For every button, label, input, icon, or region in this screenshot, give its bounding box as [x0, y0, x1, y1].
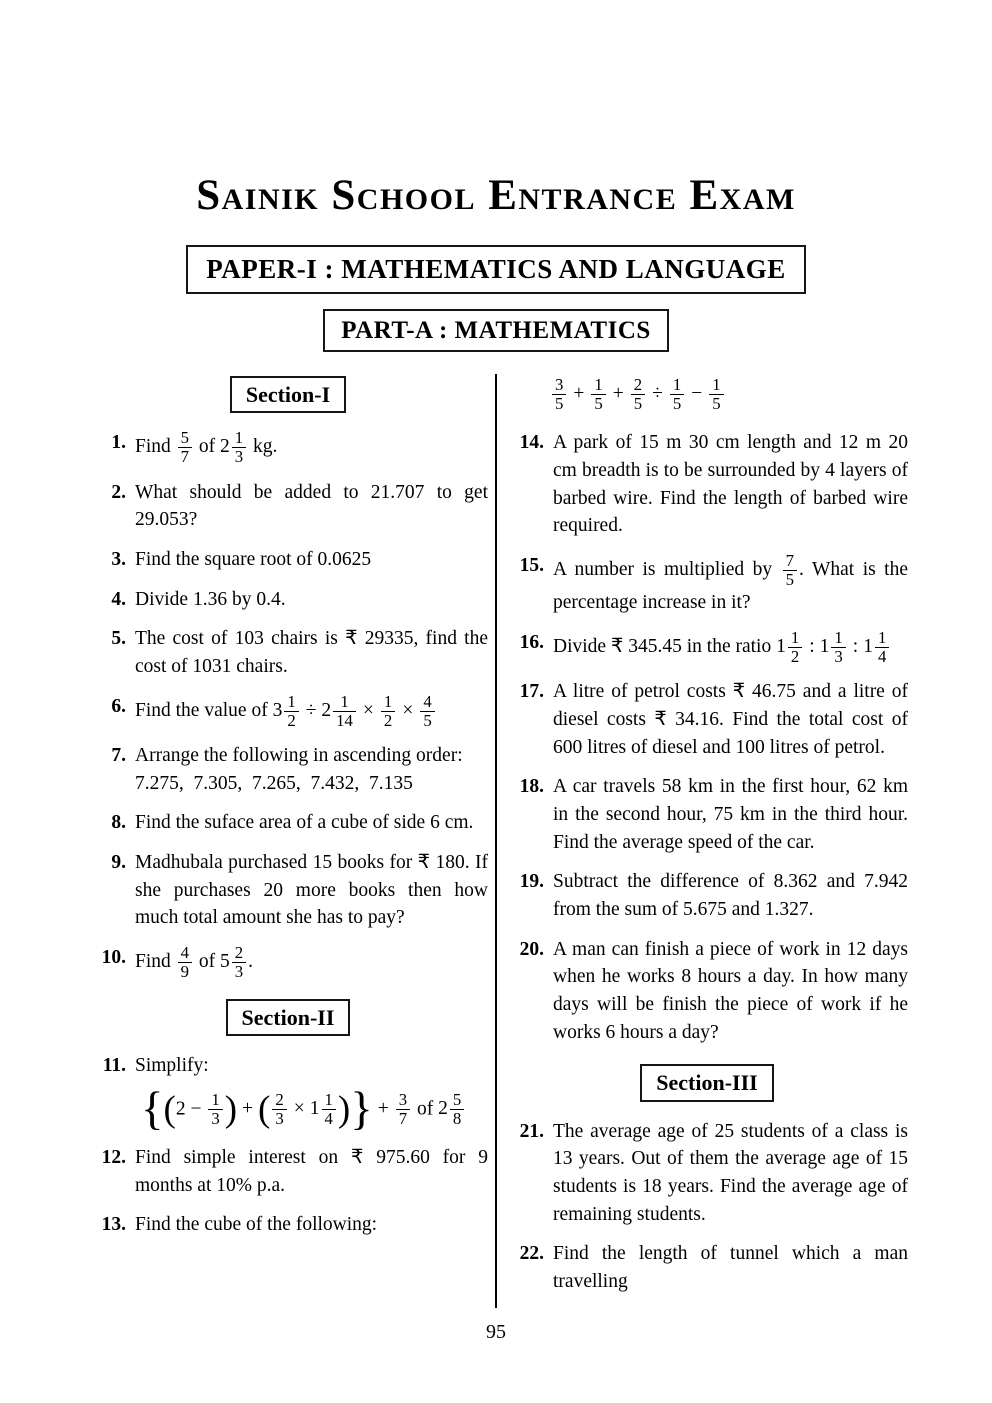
question-number: 6. [111, 695, 126, 717]
ratio-colon: : [852, 636, 859, 657]
open-paren: ( [258, 1089, 271, 1131]
question-number: 13. [101, 1214, 126, 1236]
question-item [88, 429, 488, 466]
question-text [135, 944, 488, 981]
question-item [88, 625, 488, 680]
left-column [88, 374, 488, 1308]
question-text: Find the cube of the following: [135, 1214, 378, 1236]
fraction-denominator: 3 [234, 962, 244, 982]
question-item [88, 546, 488, 574]
text-segment: Find [135, 436, 171, 458]
fraction-denominator: 4 [324, 1109, 333, 1129]
fraction [232, 944, 246, 981]
fraction [272, 1091, 286, 1128]
question-text: A park of 15 m 30 cm length and 12 m 20 cm breadth is to be surrounded by 4 layers of barbed wire. Find the length of barbed wire required. [553, 432, 908, 537]
question-text: The cost of 103 chairs is ₹ 29335, find the cost of 1031 chairs. [135, 628, 488, 677]
fraction-denominator: 2 [383, 710, 393, 730]
math-expression [550, 376, 908, 413]
question-item [88, 1052, 488, 1136]
fraction-numerator: 1 [208, 1091, 222, 1110]
question-number: 18. [519, 776, 544, 798]
fraction [420, 693, 434, 730]
fraction-numerator: 4 [420, 693, 434, 712]
fraction [670, 376, 684, 413]
fraction-denominator: 5 [672, 394, 682, 414]
text-segment: A number is multiplied by [553, 559, 773, 581]
question-text: A car travels 58 km in the first hour, 62 km in the second hour, 75 km in the third hour. Find the average speed of the car. [553, 776, 908, 853]
mixed-number [776, 627, 804, 667]
operator: × [293, 1098, 305, 1120]
question-item [88, 849, 488, 932]
question-text: Subtract the difference of 8.362 and 7.942 from the sum of 5.675 and 1.327. [553, 871, 908, 920]
fraction [333, 693, 356, 730]
fraction [322, 1091, 336, 1128]
fraction-numerator: 1 [381, 693, 395, 712]
whole-number: 2 [438, 1098, 448, 1120]
column-divider [495, 374, 497, 1308]
question-item [88, 693, 488, 730]
section-1-heading: Section-I [230, 376, 346, 413]
question-number: 12. [101, 1146, 126, 1168]
mixed-number [220, 428, 248, 467]
operator: + [242, 1098, 254, 1120]
text-segment: kg. [253, 436, 278, 458]
section-3-heading: Section-III [640, 1064, 773, 1101]
operator: + [573, 383, 585, 405]
question-text [135, 429, 488, 466]
operator: + [612, 383, 624, 405]
fraction-numerator: 1 [322, 1091, 336, 1110]
fraction [208, 1091, 222, 1128]
operator: − [691, 383, 703, 405]
fraction [552, 376, 566, 413]
fraction-denominator: 2 [790, 647, 800, 667]
whole-number: 2 [321, 699, 332, 721]
text-segment: Divide ₹ 345.45 in the ratio [553, 636, 772, 657]
whole-number: 1 [776, 636, 786, 657]
question-item [88, 1144, 488, 1199]
fraction-denominator: 5 [555, 394, 564, 414]
fraction [631, 376, 645, 413]
question-text: A litre of petrol costs ₹ 46.75 and a litre of diesel costs ₹ 34.16. Find the total cost of 600 litres of diesel and 100 litres of petrol. [553, 681, 908, 758]
text-segment: of [198, 951, 216, 973]
fraction-denominator: 8 [452, 1109, 462, 1129]
fraction [875, 629, 889, 666]
whole-number: 1 [309, 1098, 320, 1120]
question-number: 10. [101, 946, 126, 968]
whole-number: 1 [819, 636, 830, 657]
question-number: 22. [519, 1243, 544, 1265]
text-segment: Find [135, 951, 171, 973]
fraction-numerator: 7 [783, 552, 797, 571]
question-number: 21. [519, 1120, 544, 1142]
question-item [506, 868, 908, 923]
page-number: 95 [486, 1320, 506, 1343]
fraction-denominator: 3 [834, 647, 843, 667]
fraction-numerator: 4 [178, 944, 192, 963]
fraction-denominator: 5 [423, 710, 432, 730]
close-paren: ) [337, 1089, 351, 1131]
question-item [506, 1240, 908, 1295]
question-text: A man can finish a piece of work in 12 days when he works 8 hours a day. In how many days will be finish the piece of work if he works 6 hours a day? [553, 938, 908, 1043]
fraction-numerator: 3 [396, 1091, 410, 1110]
question-number: 5. [111, 628, 126, 650]
operator: × [362, 699, 374, 721]
ratio-colon: : [809, 636, 815, 657]
question-item [88, 586, 488, 614]
question-item [88, 742, 488, 797]
operator: + [377, 1098, 389, 1120]
fraction-numerator: 5 [450, 1091, 464, 1110]
number-list: 7.275, 7.305, 7.265, 7.432, 7.135 [135, 772, 413, 794]
math-expression [141, 1083, 488, 1136]
part-heading-row [0, 294, 992, 353]
text-segment: 2 − [175, 1098, 202, 1120]
fraction-numerator: 1 [670, 376, 684, 395]
question-text [553, 629, 908, 666]
text-segment: . [248, 951, 254, 973]
open-brace: { [141, 1083, 164, 1136]
fraction-denominator: 2 [287, 710, 296, 730]
fraction [396, 1091, 410, 1128]
question-item [506, 678, 908, 761]
question-item [88, 809, 488, 837]
question-item [506, 629, 908, 666]
question-text: Find simple interest on ₹ 975.60 for 9 months at 10% p.a. [135, 1146, 488, 1196]
whole-number: 1 [863, 636, 873, 657]
fraction-numerator: 1 [875, 629, 889, 648]
fraction [178, 944, 192, 981]
fraction-denominator: 4 [877, 647, 887, 667]
fraction-denominator: 5 [785, 570, 794, 590]
section-2-heading-row [88, 999, 488, 1036]
question-item [506, 773, 908, 856]
section-2-heading: Section-II [226, 999, 351, 1036]
fraction-numerator: 2 [272, 1091, 286, 1110]
paper-heading: PAPER-I : MATHEMATICS AND LANGUAGE [186, 245, 806, 293]
mixed-number [863, 627, 891, 667]
question-number: 15. [519, 555, 544, 577]
question-text: Madhubala purchased 15 books for ₹ 180. If she purchases 20 more books then how much total amount she has to pay? [135, 851, 488, 929]
question-text [553, 552, 908, 617]
fraction-numerator: 1 [284, 693, 298, 712]
fraction-numerator: 2 [232, 944, 246, 963]
mixed-number [819, 627, 848, 667]
fraction-numerator: 1 [591, 376, 605, 395]
whole-number: 5 [220, 951, 230, 973]
question-number: 17. [519, 681, 544, 703]
operator: × [402, 699, 414, 721]
fraction-numerator: 5 [178, 429, 192, 448]
question-text [135, 693, 488, 730]
question-number: 11. [102, 1055, 126, 1077]
question-number: 4. [111, 588, 126, 610]
question-text [135, 742, 488, 797]
fraction [831, 629, 845, 666]
fraction-numerator: 3 [552, 376, 566, 395]
question-item [506, 552, 908, 617]
right-column [506, 374, 908, 1308]
fraction-numerator: 1 [709, 376, 723, 395]
fraction-denominator: 3 [275, 1109, 284, 1129]
text-segment: Arrange the following in ascending order: [135, 744, 463, 766]
section-1-heading-row [88, 376, 488, 413]
fraction-denominator: 5 [594, 394, 603, 414]
question-text: The average age of 25 students of a class is 13 years. Out of them the average age of 15 students is 18 years. Find the average age of remaining students. [553, 1120, 908, 1225]
mixed-number [438, 1090, 466, 1129]
text-segment: of [198, 436, 216, 458]
fraction [450, 1091, 464, 1128]
fraction-numerator: 1 [788, 629, 802, 648]
question-item [506, 429, 908, 540]
section-3-heading-row [506, 1064, 908, 1101]
question-text [135, 1052, 488, 1136]
fraction-denominator: 5 [712, 394, 721, 414]
fraction-numerator: 1 [232, 429, 246, 448]
paper-heading-row [0, 219, 992, 293]
fraction-numerator: 1 [831, 629, 845, 648]
close-brace: } [350, 1083, 373, 1136]
two-column-layout [88, 374, 908, 1308]
fraction-denominator: 9 [180, 962, 190, 982]
fraction-denominator: 7 [180, 447, 190, 467]
text-segment: . What is the percentage increase in it? [553, 559, 908, 614]
question-item [506, 936, 908, 1047]
text-segment: Simplify: [135, 1055, 209, 1077]
question-number: 19. [519, 871, 544, 893]
question-number: 1. [111, 432, 126, 454]
fraction-denominator: 14 [336, 710, 353, 730]
text-segment: of [417, 1098, 434, 1120]
fraction [783, 552, 797, 589]
fraction [284, 693, 298, 730]
mixed-number [309, 1090, 338, 1129]
fraction [709, 376, 723, 413]
question-text: Divide 1.36 by 0.4. [135, 588, 286, 610]
open-paren: ( [163, 1089, 176, 1131]
whole-number: 2 [220, 436, 230, 458]
page-title: Sainik School Entrance Exam [196, 172, 796, 219]
fraction [591, 376, 605, 413]
question-text: Find the length of tunnel which a man travelling [553, 1243, 908, 1293]
question-item [88, 1211, 488, 1239]
whole-number: 3 [272, 699, 283, 721]
fraction-denominator: 5 [633, 394, 643, 414]
mixed-number [321, 691, 358, 730]
question-number: 7. [111, 744, 126, 766]
fraction-numerator: 2 [631, 376, 645, 395]
question-item [88, 944, 488, 981]
fraction [381, 693, 395, 730]
mixed-number [272, 691, 301, 730]
operator: ÷ [652, 383, 663, 405]
fraction [232, 429, 246, 466]
close-paren: ) [224, 1089, 238, 1131]
fraction-denominator: 3 [211, 1109, 220, 1129]
fraction-denominator: 3 [234, 447, 244, 467]
question-text: What should be added to 21.707 to get 29.053? [135, 481, 488, 531]
text-segment: Find the value of [135, 699, 268, 721]
fraction [178, 429, 192, 466]
question-item [506, 1118, 908, 1229]
question-text: Find the suface area of a cube of side 6 cm. [135, 812, 474, 834]
question-number: 2. [111, 481, 126, 503]
question-number: 20. [519, 938, 544, 960]
question-item [88, 479, 488, 534]
question-text: Find the square root of 0.0625 [135, 548, 372, 570]
operator: ÷ [305, 699, 317, 721]
question-number: 8. [111, 812, 126, 834]
mixed-number [220, 942, 248, 982]
fraction-numerator: 1 [333, 693, 356, 712]
question-number: 3. [111, 548, 126, 570]
question-number: 9. [111, 851, 126, 873]
fraction-denominator: 7 [398, 1109, 408, 1129]
fraction [788, 629, 802, 666]
question-number: 16. [519, 631, 544, 653]
question-number: 14. [519, 432, 544, 454]
part-heading: PART-A : MATHEMATICS [323, 309, 669, 353]
